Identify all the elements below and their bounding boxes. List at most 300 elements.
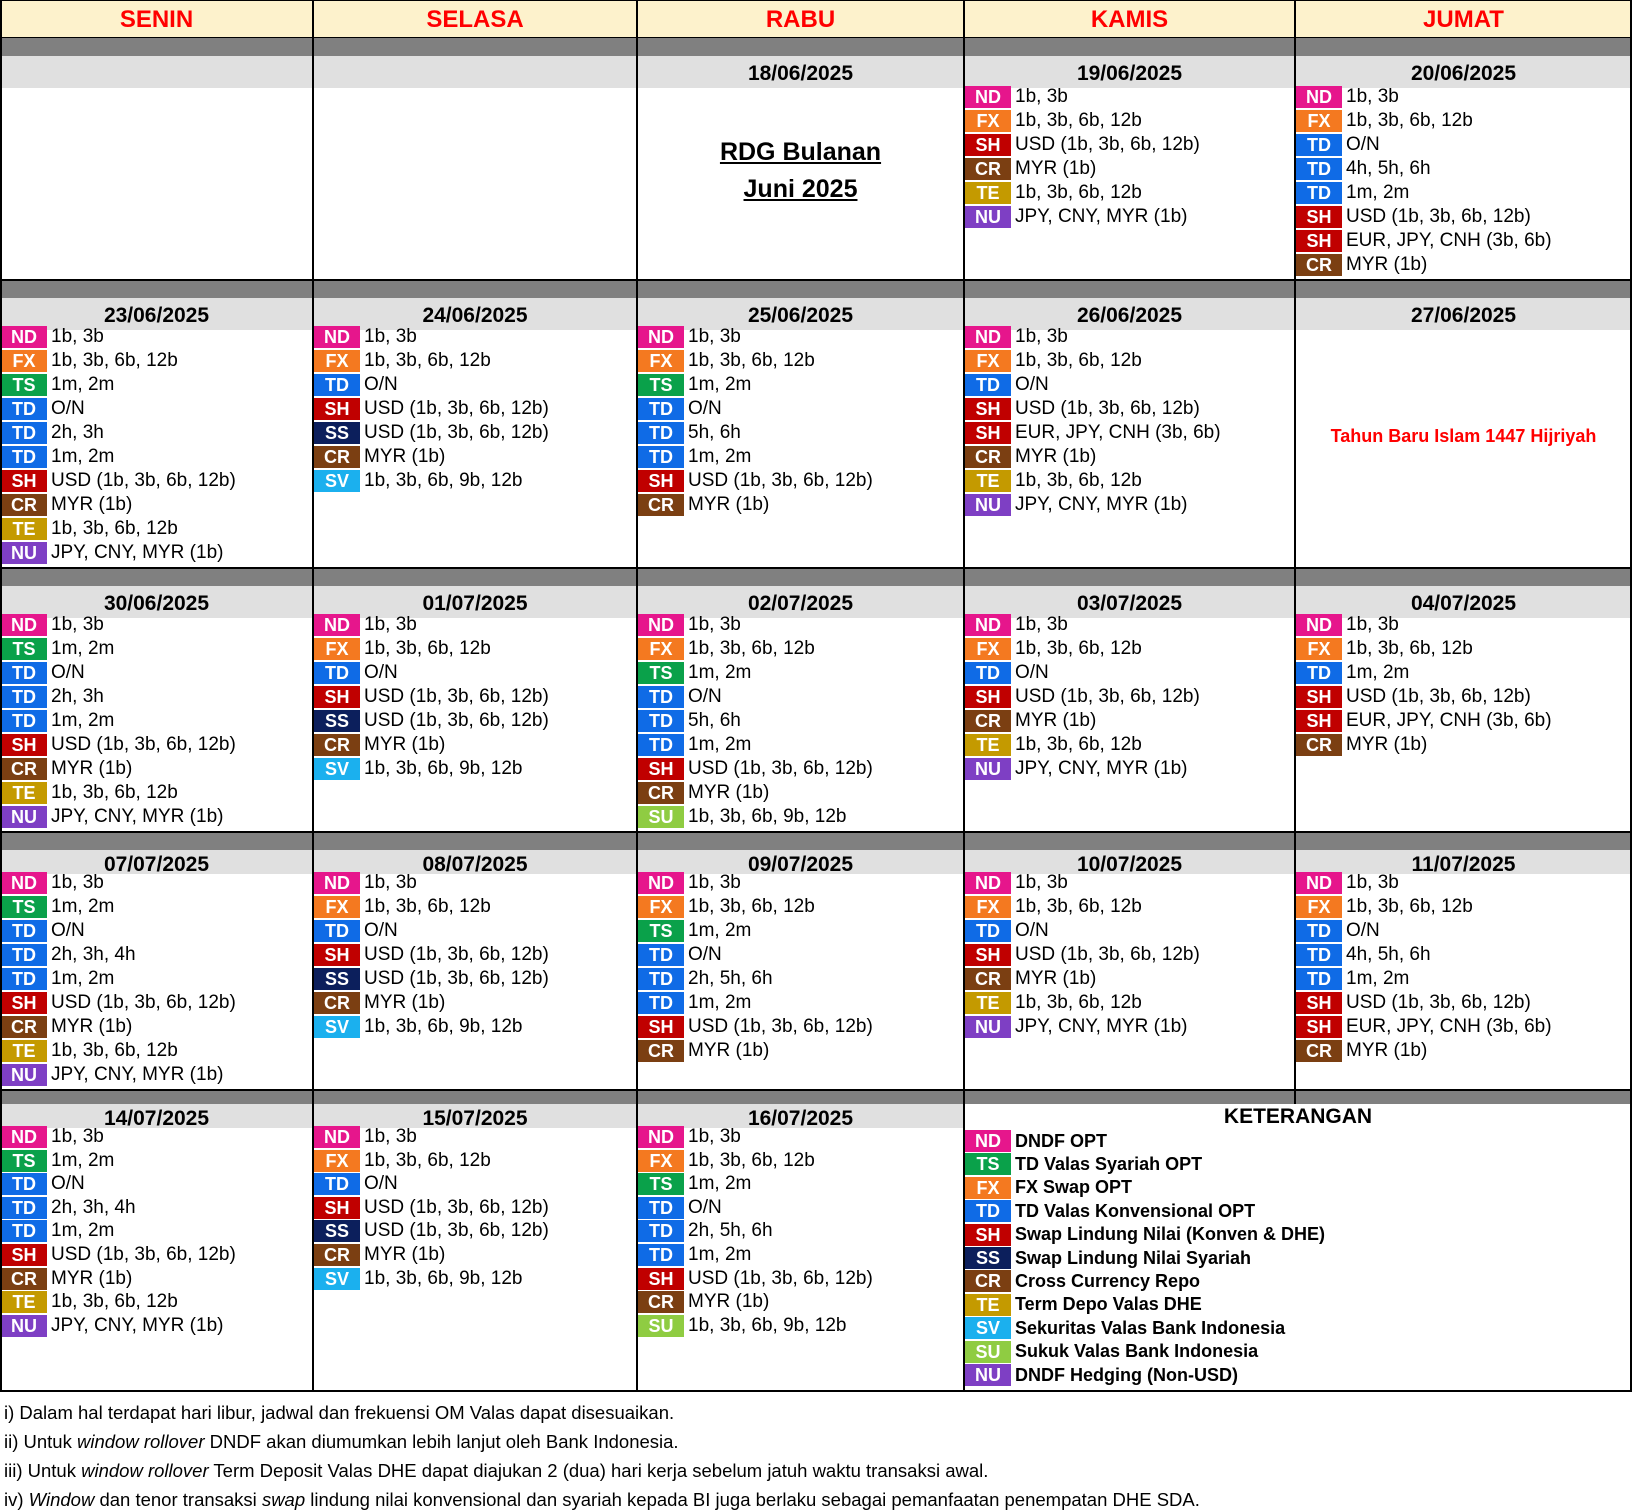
legend-label: Sekuritas Valas Bank Indonesia — [1015, 1317, 1286, 1338]
item-tenor: 1b, 3b, 6b, 12b — [364, 350, 491, 371]
code-badge-nd: ND — [1, 614, 47, 636]
code-badge-nd: ND — [314, 872, 360, 894]
schedule-item — [1, 1063, 312, 1087]
date-header: 27/06/2025 — [1295, 298, 1632, 330]
code-badge-cr: CR — [638, 782, 684, 804]
code-badge-fx: FX — [965, 350, 1011, 372]
schedule-item — [1, 1267, 312, 1291]
schedule-item — [1296, 85, 1631, 109]
item-tenor: 1b, 3b, 6b, 12b — [1346, 896, 1473, 917]
date-header: 08/07/2025 — [313, 850, 637, 874]
schedule-item — [1296, 991, 1631, 1015]
schedule-item — [965, 397, 1294, 421]
code-badge-sh: SH — [314, 398, 360, 420]
schedule-item — [1, 1172, 312, 1196]
item-tenor: 1m, 2m — [51, 710, 115, 731]
code-badge-te: TE — [965, 1294, 1011, 1316]
item-tenor: 1m, 2m — [51, 1220, 115, 1242]
grid-hline — [0, 1089, 1632, 1091]
schedule-item — [965, 325, 1294, 349]
date-header: 03/07/2025 — [964, 586, 1295, 618]
schedule-item — [638, 613, 963, 637]
item-tenor: MYR (1b) — [364, 992, 446, 1013]
item-tenor: USD (1b, 3b, 6b, 12b) — [688, 1016, 873, 1037]
item-tenor: 1m, 2m — [688, 374, 752, 395]
item-tenor: USD (1b, 3b, 6b, 12b) — [364, 968, 549, 989]
date-header: 25/06/2025 — [637, 298, 964, 330]
schedule-item — [965, 733, 1294, 757]
schedule-item — [1, 733, 312, 757]
date-header: 10/07/2025 — [964, 850, 1295, 874]
item-tenor: 1b, 3b — [1015, 872, 1068, 893]
rdg-note — [637, 134, 964, 208]
footnote-text: dan tenor transaksi — [94, 1489, 262, 1510]
code-badge-su: SU — [965, 1341, 1011, 1363]
schedule-item — [1296, 1039, 1631, 1063]
item-tenor: 1m, 2m — [688, 734, 752, 755]
code-badge-sh: SH — [1296, 710, 1342, 732]
code-badge-cr: CR — [638, 494, 684, 516]
item-tenor: MYR (1b) — [364, 1244, 446, 1265]
date-header: 24/06/2025 — [313, 298, 637, 330]
schedule-item — [638, 1015, 963, 1039]
code-badge-su: SU — [638, 1315, 684, 1337]
schedule-item — [1, 967, 312, 991]
item-tenor: 1m, 2m — [688, 446, 752, 467]
item-tenor: 1b, 3b — [1346, 872, 1399, 893]
code-badge-td: TD — [965, 662, 1011, 684]
code-badge-sv: SV — [314, 1268, 360, 1290]
item-tenor: 1b, 3b, 6b, 12b — [1015, 110, 1142, 131]
code-badge-cr: CR — [1296, 254, 1342, 276]
grid-hline — [0, 37, 1632, 38]
item-tenor: JPY, CNY, MYR (1b) — [51, 542, 224, 563]
code-badge-cr: CR — [1, 758, 47, 780]
code-badge-sh: SH — [1296, 1016, 1342, 1038]
footnote-text: lindung nilai konvensional dan syariah kepada BI juga berlaku sebagai pemanfaatan penempatan DHE SDA. — [305, 1489, 1200, 1510]
item-tenor: 1b, 3b, 6b, 9b, 12b — [364, 758, 523, 779]
code-badge-ts: TS — [638, 374, 684, 396]
schedule-item — [1296, 133, 1631, 157]
schedule-item — [1296, 661, 1631, 685]
schedule-item — [965, 943, 1294, 967]
schedule-item — [1, 517, 312, 541]
schedule-item — [638, 1314, 963, 1338]
schedule-item — [314, 1196, 636, 1220]
grid-vline — [1294, 0, 1296, 1104]
item-tenor: 1b, 3b, 6b, 9b, 12b — [688, 806, 847, 827]
item-tenor: 1m, 2m — [1346, 662, 1410, 683]
code-badge-sv: SV — [314, 758, 360, 780]
schedule-item — [314, 757, 636, 781]
code-badge-td: TD — [314, 1173, 360, 1195]
code-badge-sh: SH — [965, 398, 1011, 420]
schedule-item — [638, 637, 963, 661]
code-badge-ts: TS — [1, 896, 47, 918]
code-badge-sv: SV — [314, 470, 360, 492]
legend-label: TD Valas Konvensional OPT — [1015, 1200, 1256, 1221]
schedule-item — [965, 85, 1294, 109]
code-badge-cr: CR — [314, 992, 360, 1014]
code-badge-sh: SH — [314, 944, 360, 966]
item-tenor: 1b, 3b, 6b, 12b — [1015, 182, 1142, 203]
schedule-item — [314, 469, 636, 493]
code-badge-ss: SS — [314, 422, 360, 444]
schedule-item — [638, 1243, 963, 1267]
code-badge-nd: ND — [638, 614, 684, 636]
item-tenor: 1m, 2m — [51, 1149, 115, 1171]
code-badge-nu: NU — [1, 1315, 47, 1337]
date-header: 19/06/2025 — [964, 56, 1295, 88]
week-separator — [0, 38, 1632, 56]
code-badge-su: SU — [638, 806, 684, 828]
schedule-item — [638, 1219, 963, 1243]
item-tenor: 1m, 2m — [688, 920, 752, 941]
code-badge-fx: FX — [965, 638, 1011, 660]
code-badge-nu: NU — [965, 494, 1011, 516]
code-badge-te: TE — [1, 1291, 47, 1313]
code-badge-fx: FX — [638, 1150, 684, 1172]
code-badge-td: TD — [638, 734, 684, 756]
item-tenor: 1b, 3b — [51, 326, 104, 347]
item-tenor: 1b, 3b, 6b, 12b — [51, 350, 178, 371]
schedule-item — [965, 613, 1294, 637]
code-badge-fx: FX — [1, 350, 47, 372]
code-badge-te: TE — [965, 182, 1011, 204]
date-header — [313, 56, 637, 88]
schedule-item — [638, 397, 963, 421]
code-badge-ts: TS — [638, 920, 684, 942]
code-badge-nu: NU — [965, 1364, 1011, 1386]
item-tenor: 5h, 6h — [688, 422, 741, 443]
schedule-item — [314, 397, 636, 421]
item-tenor: 1b, 3b, 6b, 12b — [364, 638, 491, 659]
code-badge-sh: SH — [1296, 992, 1342, 1014]
schedule-item — [314, 1219, 636, 1243]
code-badge-sh: SH — [638, 1268, 684, 1290]
schedule-item — [965, 919, 1294, 943]
item-tenor: 1b, 3b, 6b, 12b — [1015, 734, 1142, 755]
item-tenor: MYR (1b) — [688, 1040, 770, 1061]
item-tenor: MYR (1b) — [1346, 254, 1428, 275]
date-header: 14/07/2025 — [0, 1104, 313, 1128]
schedule-item — [1, 943, 312, 967]
date-header: 04/07/2025 — [1295, 586, 1632, 618]
code-badge-td: TD — [638, 422, 684, 444]
item-tenor: 1b, 3b, 6b, 9b, 12b — [688, 1314, 847, 1336]
date-header: 09/07/2025 — [637, 850, 964, 874]
footnote-line — [4, 1456, 1624, 1485]
item-tenor: 1m, 2m — [51, 968, 115, 989]
item-tenor: O/N — [1015, 374, 1049, 395]
day-header-rabu: RABU — [637, 0, 964, 38]
item-tenor: 1b, 3b — [688, 872, 741, 893]
item-tenor: MYR (1b) — [688, 494, 770, 515]
schedule-item — [965, 871, 1294, 895]
item-tenor: MYR (1b) — [688, 782, 770, 803]
schedule-item — [965, 967, 1294, 991]
schedule-item — [638, 943, 963, 967]
item-tenor: JPY, CNY, MYR (1b) — [1015, 206, 1188, 227]
code-badge-sh: SH — [1, 992, 47, 1014]
code-badge-cr: CR — [314, 1244, 360, 1266]
code-badge-nd: ND — [314, 614, 360, 636]
schedule-item — [1, 709, 312, 733]
schedule-item — [638, 1125, 963, 1149]
schedule-item — [965, 109, 1294, 133]
grid-hline — [0, 1390, 1632, 1392]
code-badge-td: TD — [1, 710, 47, 732]
schedule-item — [965, 661, 1294, 685]
week-separator — [0, 568, 1632, 586]
legend-item — [965, 1293, 1631, 1317]
schedule-item — [965, 181, 1294, 205]
item-tenor: 1b, 3b — [688, 1126, 741, 1147]
schedule-item — [1296, 637, 1631, 661]
schedule-item — [638, 895, 963, 919]
item-tenor: USD (1b, 3b, 6b, 12b) — [364, 686, 549, 707]
code-badge-td: TD — [1296, 920, 1342, 942]
schedule-item — [965, 895, 1294, 919]
schedule-item — [638, 1149, 963, 1173]
schedule-item — [1, 1314, 312, 1338]
item-tenor: MYR (1b) — [364, 734, 446, 755]
code-badge-nu: NU — [965, 206, 1011, 228]
schedule-item — [1, 1149, 312, 1173]
item-tenor: O/N — [364, 1173, 398, 1195]
schedule-item — [314, 733, 636, 757]
code-badge-td: TD — [638, 398, 684, 420]
code-badge-cr: CR — [1296, 1040, 1342, 1062]
schedule-item — [314, 613, 636, 637]
code-badge-sh: SH — [965, 686, 1011, 708]
item-tenor: 1b, 3b, 6b, 12b — [1346, 638, 1473, 659]
code-badge-sh: SH — [965, 1224, 1011, 1246]
schedule-item — [1, 613, 312, 637]
item-tenor: EUR, JPY, CNH (3b, 6b) — [1346, 1016, 1552, 1037]
code-badge-sv: SV — [314, 1016, 360, 1038]
schedule-item — [638, 469, 963, 493]
item-tenor: USD (1b, 3b, 6b, 12b) — [364, 398, 549, 419]
item-tenor: JPY, CNY, MYR (1b) — [1015, 758, 1188, 779]
schedule-item — [1, 895, 312, 919]
item-tenor: 1b, 3b, 6b, 12b — [51, 1291, 178, 1313]
legend-item — [965, 1223, 1631, 1247]
item-tenor: JPY, CNY, MYR (1b) — [51, 1314, 224, 1336]
code-badge-sh: SH — [1296, 206, 1342, 228]
item-tenor: JPY, CNY, MYR (1b) — [51, 806, 224, 827]
code-badge-td: TD — [314, 374, 360, 396]
schedule-item — [314, 709, 636, 733]
code-badge-nd: ND — [965, 614, 1011, 636]
item-tenor: USD (1b, 3b, 6b, 12b) — [364, 1220, 549, 1242]
code-badge-td: TD — [1296, 182, 1342, 204]
date-header: 01/07/2025 — [313, 586, 637, 618]
code-badge-td: TD — [638, 710, 684, 732]
item-tenor: 1b, 3b — [51, 872, 104, 893]
schedule-item — [638, 871, 963, 895]
schedule-item — [1, 373, 312, 397]
schedule-item — [1, 661, 312, 685]
schedule-item — [1296, 229, 1631, 253]
item-tenor: JPY, CNY, MYR (1b) — [1015, 494, 1188, 515]
item-tenor: 5h, 6h — [688, 710, 741, 731]
code-badge-ts: TS — [1, 1150, 47, 1172]
legend-item — [965, 1199, 1631, 1223]
item-tenor: EUR, JPY, CNH (3b, 6b) — [1346, 230, 1552, 251]
item-tenor: USD (1b, 3b, 6b, 12b) — [1346, 992, 1531, 1013]
day-header-jumat: JUMAT — [1295, 0, 1632, 38]
code-badge-cr: CR — [1, 1016, 47, 1038]
rdg-note-line: RDG Bulanan — [719, 138, 882, 166]
schedule-item — [965, 157, 1294, 181]
code-badge-nu: NU — [1, 806, 47, 828]
code-badge-sh: SH — [965, 134, 1011, 156]
item-tenor: 1b, 3b, 6b, 12b — [688, 1149, 815, 1171]
schedule-item — [1, 421, 312, 445]
date-header: 11/07/2025 — [1295, 850, 1632, 874]
code-badge-nd: ND — [1, 326, 47, 348]
schedule-item — [638, 493, 963, 517]
legend-item — [965, 1152, 1631, 1176]
code-badge-cr: CR — [1296, 734, 1342, 756]
footnote-italic: window rollover — [77, 1431, 205, 1452]
item-tenor: 1b, 3b — [1346, 614, 1399, 635]
item-tenor: O/N — [1346, 920, 1380, 941]
schedule-item — [638, 967, 963, 991]
date-header: 16/07/2025 — [637, 1104, 964, 1128]
code-badge-nd: ND — [965, 872, 1011, 894]
code-badge-td: TD — [638, 968, 684, 990]
footnote-italic: window rollover — [81, 1460, 209, 1481]
code-badge-cr: CR — [965, 158, 1011, 180]
item-tenor: 1b, 3b, 6b, 12b — [1015, 638, 1142, 659]
item-tenor: 1b, 3b, 6b, 9b, 12b — [364, 470, 523, 491]
day-header-selasa: SELASA — [313, 0, 637, 38]
item-tenor: 1b, 3b, 6b, 12b — [1015, 470, 1142, 491]
code-badge-td: TD — [1, 1197, 47, 1219]
date-header — [0, 56, 313, 88]
code-badge-fx: FX — [965, 1177, 1011, 1199]
legend-item — [965, 1316, 1631, 1340]
schedule-item — [1, 1125, 312, 1149]
date-header: 30/06/2025 — [0, 586, 313, 618]
schedule-item — [314, 1243, 636, 1267]
item-tenor: 2h, 3h — [51, 686, 104, 707]
item-tenor: 1m, 2m — [688, 662, 752, 683]
item-tenor: MYR (1b) — [1346, 1040, 1428, 1061]
legend-item — [965, 1129, 1631, 1153]
code-badge-sh: SH — [314, 686, 360, 708]
item-tenor: 1m, 2m — [688, 1244, 752, 1265]
footnotes — [4, 1398, 1624, 1512]
schedule-item — [1296, 253, 1631, 277]
code-badge-td: TD — [1, 686, 47, 708]
code-badge-td: TD — [314, 920, 360, 942]
schedule-item — [314, 349, 636, 373]
schedule-item — [638, 1039, 963, 1063]
schedule-item — [638, 373, 963, 397]
date-header: 20/06/2025 — [1295, 56, 1632, 88]
item-tenor: MYR (1b) — [51, 758, 133, 779]
item-tenor: 1b, 3b, 6b, 12b — [1015, 992, 1142, 1013]
legend-item — [965, 1176, 1631, 1200]
code-badge-nd: ND — [1, 872, 47, 894]
code-badge-nd: ND — [638, 1126, 684, 1148]
date-header: 26/06/2025 — [964, 298, 1295, 330]
item-tenor: USD (1b, 3b, 6b, 12b) — [688, 470, 873, 491]
code-badge-cr: CR — [1, 1268, 47, 1290]
legend-label: Swap Lindung Nilai (Konven & DHE) — [1015, 1224, 1325, 1245]
grid-hline — [0, 831, 1632, 833]
schedule-item — [1, 805, 312, 829]
day-header-senin: SENIN — [0, 0, 313, 38]
item-tenor: 1b, 3b — [1346, 86, 1399, 107]
schedule-item — [1, 871, 312, 895]
item-tenor: USD (1b, 3b, 6b, 12b) — [1015, 944, 1200, 965]
schedule-item — [965, 133, 1294, 157]
item-tenor: O/N — [51, 398, 85, 419]
item-tenor: 1b, 3b, 6b, 12b — [51, 782, 178, 803]
schedule-item — [638, 733, 963, 757]
code-badge-td: TD — [638, 686, 684, 708]
schedule-item — [314, 325, 636, 349]
schedule-item — [1, 469, 312, 493]
schedule-item — [1296, 109, 1631, 133]
schedule-item — [965, 421, 1294, 445]
schedule-item — [1, 1243, 312, 1267]
code-badge-nd: ND — [638, 872, 684, 894]
schedule-item — [1, 1290, 312, 1314]
code-badge-cr: CR — [965, 710, 1011, 732]
schedule-item — [1296, 205, 1631, 229]
item-tenor: O/N — [364, 374, 398, 395]
item-tenor: 1b, 3b — [51, 614, 104, 635]
schedule-item — [638, 991, 963, 1015]
schedule-item — [965, 1015, 1294, 1039]
item-tenor: MYR (1b) — [688, 1291, 770, 1313]
code-badge-cr: CR — [638, 1040, 684, 1062]
item-tenor: 1m, 2m — [688, 992, 752, 1013]
code-badge-td: TD — [638, 446, 684, 468]
footnote-italic: swap — [261, 1489, 306, 1510]
code-badge-fx: FX — [638, 896, 684, 918]
code-badge-fx: FX — [314, 638, 360, 660]
schedule-item — [1296, 613, 1631, 637]
item-tenor: 1b, 3b, 6b, 9b, 12b — [364, 1267, 523, 1289]
day-header-kamis: KAMIS — [964, 0, 1295, 38]
code-badge-sh: SH — [638, 758, 684, 780]
schedule-item — [965, 991, 1294, 1015]
legend-item — [965, 1363, 1631, 1387]
code-badge-td: TD — [1296, 944, 1342, 966]
item-tenor: USD (1b, 3b, 6b, 12b) — [51, 1244, 236, 1265]
schedule-item — [1, 1015, 312, 1039]
item-tenor: 1b, 3b, 6b, 12b — [1346, 110, 1473, 131]
schedule-item — [1296, 919, 1631, 943]
code-badge-nd: ND — [1, 1126, 47, 1148]
schedule-item — [638, 1290, 963, 1314]
schedule-item — [1296, 181, 1631, 205]
schedule-item — [1296, 967, 1631, 991]
schedule-item — [314, 1172, 636, 1196]
schedule-item — [1, 781, 312, 805]
item-tenor: 1b, 3b — [364, 872, 417, 893]
schedule-item — [314, 1015, 636, 1039]
legend-item — [965, 1269, 1631, 1293]
code-badge-td: TD — [638, 1220, 684, 1242]
code-badge-fx: FX — [965, 896, 1011, 918]
